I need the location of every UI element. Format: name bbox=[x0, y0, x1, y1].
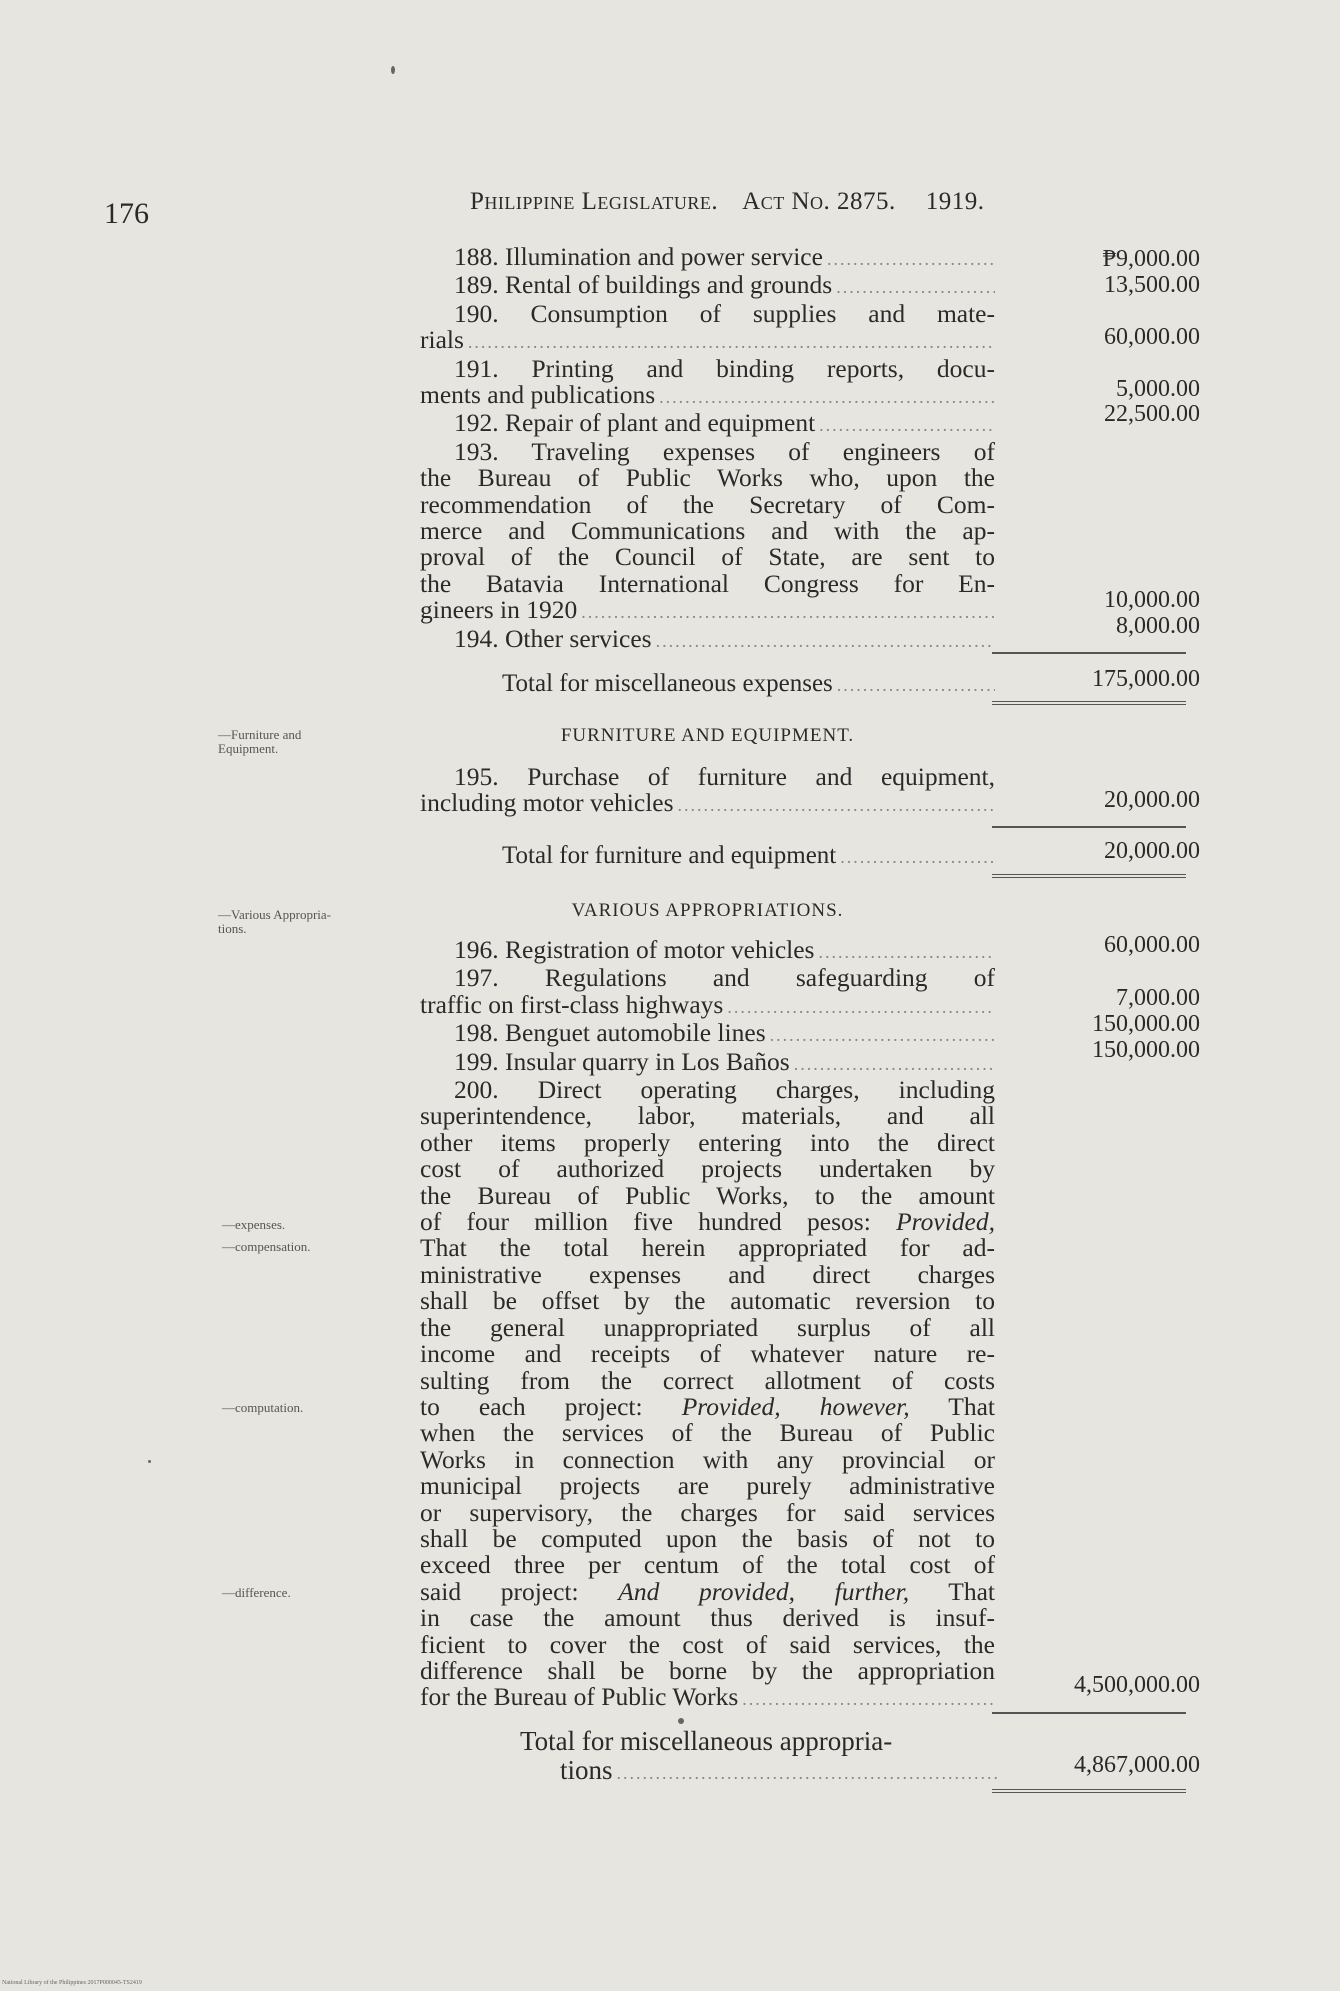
scan-footer: National Library of the Philippines 2017P000045-TS2419 bbox=[2, 1980, 142, 1986]
item-200-line: difference shall be borne by the appropriation bbox=[420, 1655, 995, 1685]
header-title: Philippine Legislature. bbox=[470, 188, 719, 215]
subtotal-rule bbox=[992, 652, 1186, 654]
margin-note-furniture: —Furniture and Equipment. bbox=[218, 727, 302, 756]
furniture-items bbox=[420, 764, 995, 819]
item-200-line: income and receipts of whatever nature re- bbox=[420, 1339, 995, 1369]
amount-200: 4,500,000.00 bbox=[1074, 1672, 1200, 1698]
item-197-cont: traffic on first-class highways ..... bbox=[420, 992, 995, 1020]
item-192: 192. Repair of plant and equipment ..... bbox=[420, 410, 995, 438]
amount-196: 60,000.00 bbox=[1104, 932, 1200, 958]
item-200-line: ficient to cover the cost of said services, the bbox=[420, 1629, 995, 1659]
amount-188: ₱9,000.00 bbox=[1102, 246, 1200, 272]
amount-194: 8,000.00 bbox=[1116, 613, 1200, 639]
item-195-cont: including motor vehicles ..... bbox=[420, 790, 995, 818]
subtotal-rule bbox=[992, 826, 1186, 828]
item-200-line: of four million five hundred pesos: Provided, bbox=[420, 1207, 995, 1237]
item-200-line: sulting from the correct allotment of costs bbox=[420, 1365, 995, 1395]
misc-expenses-items bbox=[420, 244, 995, 654]
ink-speck bbox=[148, 1460, 151, 1463]
margin-note-difference: —difference. bbox=[222, 1585, 291, 1600]
item-197-line: 197. Regulations and safeguarding of bbox=[454, 963, 995, 993]
item-200-line: ministrative expenses and direct charges bbox=[420, 1259, 995, 1289]
header-act: Act No. 2875. bbox=[742, 188, 896, 215]
total-double-rule bbox=[992, 701, 1186, 705]
total-misc-expenses-amount: 175,000.00 bbox=[1092, 666, 1200, 692]
amount-195: 20,000.00 bbox=[1104, 787, 1200, 813]
amount-193: 10,000.00 bbox=[1104, 587, 1200, 613]
item-191-line: 191. Printing and binding reports, docu- bbox=[454, 353, 995, 383]
amount-198: 150,000.00 bbox=[1092, 1011, 1200, 1037]
item-189: 189. Rental of buildings and grounds ..... bbox=[420, 272, 995, 300]
item-193-line: the Batavia International Congress for En- bbox=[420, 568, 995, 598]
margin-note-expenses: —expenses. bbox=[222, 1217, 286, 1232]
item-199: 199. Insular quarry in Los Baños ..... bbox=[420, 1049, 995, 1077]
heading-furniture: FURNITURE AND EQUIPMENT. bbox=[560, 725, 855, 746]
item-200-line: when the services of the Bureau of Public bbox=[420, 1418, 995, 1448]
item-200-line: to each project: Provided, however, That bbox=[420, 1391, 995, 1421]
total-misc-appropriations-amount: 4,867,000.00 bbox=[1074, 1752, 1200, 1778]
item-200-line: said project: And provided, further, That bbox=[420, 1576, 995, 1606]
item-200-line: shall be offset by the automatic reversion to bbox=[420, 1286, 995, 1316]
item-200-line: Works in connection with any provincial or bbox=[420, 1444, 995, 1474]
item-200-line: cost of authorized projects undertaken by bbox=[420, 1154, 995, 1184]
amount-190: 60,000.00 bbox=[1104, 324, 1200, 350]
item-198: 198. Benguet automobile lines ..... bbox=[420, 1020, 995, 1048]
subtotal-rule bbox=[992, 1712, 1186, 1714]
total-misc-appropriations: Total for miscellaneous appropria- tions ..... bbox=[520, 1727, 1000, 1788]
item-193-cont: gineers in 1920 ..... bbox=[420, 597, 995, 625]
heading-various: VARIOUS APPROPRIATIONS. bbox=[571, 900, 844, 921]
running-header bbox=[470, 188, 985, 216]
item-200-line: the general unappropriated surplus of all bbox=[420, 1312, 995, 1342]
header-year: 1919. bbox=[925, 188, 985, 215]
item-191-cont: ments and publications ..... bbox=[420, 382, 995, 410]
item-200-line: other items properly entering into the direct bbox=[420, 1127, 995, 1157]
item-200-line: 200. Direct operating charges, including bbox=[454, 1075, 995, 1105]
ink-speck bbox=[391, 66, 395, 74]
item-193-line: proval of the Council of State, are sent to bbox=[420, 542, 995, 572]
ink-speck bbox=[678, 1718, 684, 1724]
item-193-line: 193. Traveling expenses of engineers of bbox=[454, 436, 995, 466]
item-193-line: the Bureau of Public Works who, upon the bbox=[420, 463, 995, 493]
item-200-line: exceed three per centum of the total cost of bbox=[420, 1550, 995, 1580]
margin-note-computation: —computation. bbox=[222, 1400, 304, 1415]
item-200-line: the Bureau of Public Works, to the amount bbox=[420, 1180, 995, 1210]
amount-192: 22,500.00 bbox=[1104, 401, 1200, 427]
item-196: 196. Registration of motor vehicles ..... bbox=[420, 937, 995, 965]
various-items bbox=[420, 937, 995, 1713]
amount-199: 150,000.00 bbox=[1092, 1037, 1200, 1063]
item-200-line: municipal projects are purely administrative bbox=[420, 1471, 995, 1501]
item-193-line: merce and Communications and with the ap- bbox=[420, 516, 995, 546]
item-190-line: 190. Consumption of supplies and mate- bbox=[454, 298, 995, 328]
total-double-rule bbox=[992, 874, 1186, 878]
amount-191: 5,000.00 bbox=[1116, 376, 1200, 402]
item-200-line: That the total herein appropriated for ad- bbox=[420, 1233, 995, 1263]
amount-197: 7,000.00 bbox=[1116, 985, 1200, 1011]
item-200-cont: for the Bureau of Public Works ..... bbox=[420, 1684, 995, 1712]
page-number: 176 bbox=[104, 197, 149, 230]
total-double-rule bbox=[992, 1789, 1186, 1793]
margin-note-various: —Various Appropria- tions. bbox=[218, 907, 332, 936]
item-200-line: shall be computed upon the basis of not to bbox=[420, 1523, 995, 1553]
total-furniture-amount: 20,000.00 bbox=[1104, 838, 1200, 864]
item-188: 188. Illumination and power service ..... bbox=[420, 244, 995, 272]
item-200-line: superintendence, labor, materials, and all bbox=[420, 1101, 995, 1131]
amount-189: 13,500.00 bbox=[1104, 272, 1200, 298]
item-194: 194. Other services ..... bbox=[420, 626, 995, 654]
margin-note-compensation: —compensation. bbox=[222, 1239, 311, 1254]
item-200-line: or supervisory, the charges for said services bbox=[420, 1497, 995, 1527]
total-misc-expenses: Total for miscellaneous expenses ..... bbox=[420, 670, 995, 698]
item-195-line: 195. Purchase of furniture and equipment, bbox=[454, 762, 995, 791]
item-200-line: in case the amount thus derived is insuf- bbox=[420, 1603, 995, 1633]
item-193-line: recommendation of the Secretary of Com- bbox=[420, 489, 995, 519]
total-furniture: Total for furniture and equipment ..... bbox=[420, 842, 995, 870]
item-190-cont: rials ..... bbox=[420, 327, 995, 355]
